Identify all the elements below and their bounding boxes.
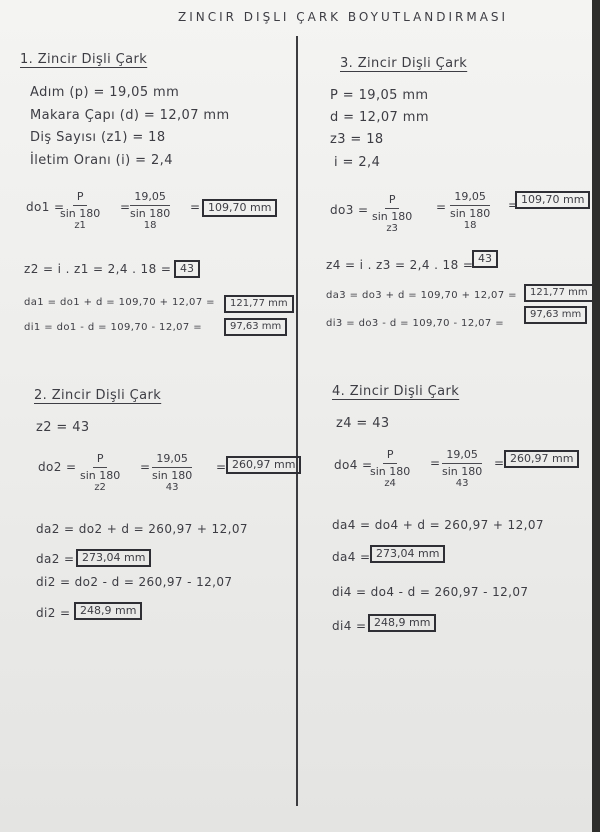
- s2-f1-num: P: [93, 452, 108, 468]
- s4-teeth-line: z4 = 43: [336, 416, 390, 431]
- s2-f2-den2: 43: [165, 482, 179, 493]
- section-3-heading: 3. Zincir Dişli Çark: [340, 56, 468, 71]
- s1-eq: =: [120, 200, 131, 214]
- section-1-heading: 1. Zincir Dişli Çark: [20, 52, 148, 67]
- s4-f2-den: sin 180: [442, 465, 483, 478]
- s1-ratio-line: İletim Oranı (i) = 2,4: [30, 153, 173, 168]
- s3-da-result-box: 121,77 mm: [524, 284, 594, 302]
- s3-f2-den2: 18: [463, 220, 477, 231]
- s1-f2-den2: 18: [143, 220, 157, 231]
- s3-fraction-numeric: [450, 190, 490, 231]
- s4-di-result-box: 248,9 mm: [368, 614, 436, 632]
- s3-di-line: di3 = do3 - d = 109,70 - 12,07 =: [326, 318, 505, 329]
- s2-di-line: di2 = do2 - d = 260,97 - 12,07: [36, 575, 233, 589]
- s2-teeth-line: z2 = 43: [36, 420, 90, 435]
- s2-da-line: da2 = do2 + d = 260,97 + 12,07: [36, 522, 248, 536]
- s1-roller-line: Makara Çapı (d) = 12,07 mm: [30, 108, 230, 123]
- s4-eq2: =: [494, 456, 505, 470]
- s3-fraction-symbolic: [372, 193, 412, 234]
- s1-z2-result-box: 43: [174, 260, 200, 278]
- s1-fraction-numeric: [130, 190, 170, 231]
- s3-ratio-line: i = 2,4: [334, 155, 381, 170]
- s4-di-result-label: di4 =: [332, 619, 367, 633]
- s4-f1-num: P: [383, 448, 398, 464]
- s4-eq: =: [430, 456, 441, 470]
- s1-f2-num: 19,05: [130, 190, 170, 206]
- s2-da-result-box: 273,04 mm: [76, 549, 151, 567]
- s4-f1-den2: z4: [384, 478, 396, 489]
- section-4-heading: 4. Zincir Dişli Çark: [332, 384, 460, 399]
- s1-do-label: do1 =: [26, 200, 65, 214]
- s1-da-line: da1 = do1 + d = 109,70 + 12,07 =: [24, 297, 215, 308]
- s4-di-line: di4 = do4 - d = 260,97 - 12,07: [332, 585, 529, 599]
- s1-eq2: =: [190, 200, 201, 214]
- s4-fraction-symbolic: [370, 448, 410, 489]
- s4-fraction-numeric: [442, 448, 482, 489]
- s4-f1-den: sin 180: [370, 465, 411, 478]
- s3-roller-line: d = 12,07 mm: [330, 110, 429, 125]
- s1-teeth-line: Diş Sayısı (z1) = 18: [30, 130, 166, 145]
- s1-z2-line: z2 = i . z1 = 2,4 . 18 =: [24, 262, 172, 276]
- s3-f2-num: 19,05: [450, 190, 490, 206]
- page-title: ZINCIR DIŞLI ÇARK BOYUTLANDIRMASI: [178, 10, 509, 24]
- section-2-heading: 2. Zincir Dişli Çark: [34, 388, 162, 403]
- s2-do-result-box: 260,97 mm: [226, 456, 301, 474]
- s4-da-result-label: da4 =: [332, 550, 371, 564]
- s4-da-result-box: 273,04 mm: [370, 545, 445, 563]
- background-edge: [592, 0, 600, 832]
- s3-f1-den2: z3: [386, 223, 398, 234]
- s2-f1-den: sin 180: [80, 469, 121, 482]
- s3-eq: =: [436, 200, 447, 214]
- s1-f1-num: P: [73, 190, 88, 206]
- s2-fraction-numeric: [152, 452, 192, 493]
- s1-da-result-box: 121,77 mm: [224, 295, 294, 313]
- s2-di-result-box: 248,9 mm: [74, 602, 142, 620]
- s1-pitch-line: Adım (p) = 19,05 mm: [30, 85, 180, 100]
- s3-do-result-box: 109,70 mm: [515, 191, 590, 209]
- s1-di-line: di1 = do1 - d = 109,70 - 12,07 =: [24, 322, 203, 333]
- s2-eq: =: [140, 460, 151, 474]
- s1-f1-den2: z1: [74, 220, 86, 231]
- s2-f2-den: sin 180: [152, 469, 193, 482]
- s1-di-result-box: 97,63 mm: [224, 318, 287, 336]
- s4-do-label: do4 =: [334, 458, 373, 472]
- s3-f2-den: sin 180: [450, 207, 491, 220]
- s3-pitch-line: P = 19,05 mm: [330, 88, 429, 103]
- s1-f2-den: sin 180: [130, 207, 171, 220]
- s2-da-result-label: da2 =: [36, 552, 75, 566]
- s2-f1-den2: z2: [94, 482, 106, 493]
- s4-f2-num: 19,05: [442, 448, 482, 464]
- s3-da-line: da3 = do3 + d = 109,70 + 12,07 =: [326, 290, 517, 301]
- s2-di-result-label: di2 =: [36, 606, 71, 620]
- s2-f2-num: 19,05: [152, 452, 192, 468]
- s3-f1-den: sin 180: [372, 210, 413, 223]
- s4-da-line: da4 = do4 + d = 260,97 + 12,07: [332, 518, 544, 532]
- s3-do-label: do3 =: [330, 203, 369, 217]
- s3-z4-result-box: 43: [472, 250, 498, 268]
- s3-f1-num: P: [385, 193, 400, 209]
- s3-di-result-box: 97,63 mm: [524, 306, 587, 324]
- s2-eq2: =: [216, 460, 227, 474]
- s4-f2-den2: 43: [455, 478, 469, 489]
- s3-teeth-line: z3 = 18: [330, 132, 384, 147]
- s1-do-result-box: 109,70 mm: [202, 199, 277, 217]
- s2-do-label: do2 =: [38, 460, 77, 474]
- s2-fraction-symbolic: [80, 452, 120, 493]
- s4-do-result-box: 260,97 mm: [504, 450, 579, 468]
- s1-fraction-symbolic: [60, 190, 100, 231]
- s3-z4-line: z4 = i . z3 = 2,4 . 18 =: [326, 258, 474, 272]
- column-divider: [296, 36, 298, 806]
- s3-eq2: =: [508, 198, 519, 212]
- s1-f1-den: sin 180: [60, 207, 101, 220]
